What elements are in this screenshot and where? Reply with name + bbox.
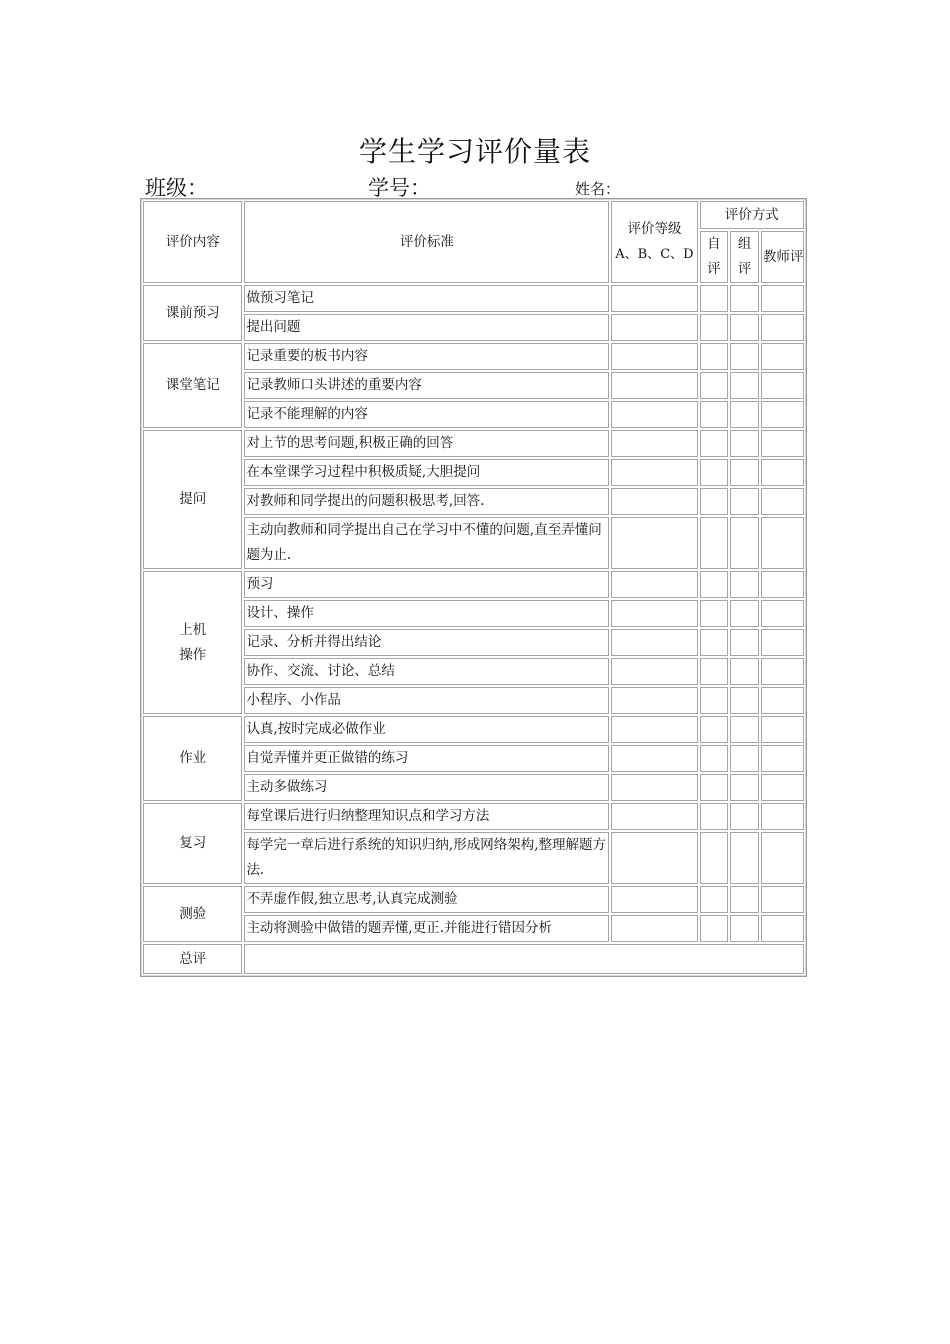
group-eval-cell[interactable] [730, 430, 759, 457]
group-eval-cell[interactable] [730, 459, 759, 486]
section-name: 作业 [143, 716, 242, 801]
group-eval-cell[interactable] [730, 886, 759, 913]
criterion-text: 记录教师口头讲述的重要内容 [244, 372, 609, 399]
self-eval-cell[interactable] [700, 629, 729, 656]
self-eval-cell[interactable] [700, 803, 729, 830]
table-row [143, 430, 804, 457]
teacher-eval-cell[interactable] [761, 658, 804, 685]
grade-cell[interactable] [611, 314, 697, 341]
header-grade-scale: A、B、C、D [615, 247, 694, 262]
header-teacher: 教师评 [761, 231, 804, 283]
table-row [143, 886, 804, 913]
self-eval-cell[interactable] [700, 886, 729, 913]
grade-cell[interactable] [611, 716, 697, 743]
teacher-eval-cell[interactable] [761, 774, 804, 801]
teacher-eval-cell[interactable] [761, 600, 804, 627]
teacher-eval-cell[interactable] [761, 629, 804, 656]
group-eval-cell[interactable] [730, 517, 759, 569]
criterion-text: 提出问题 [244, 314, 609, 341]
self-eval-cell[interactable] [700, 687, 729, 714]
criterion-text: 记录、分析并得出结论 [244, 629, 609, 656]
grade-cell[interactable] [611, 915, 697, 942]
criterion-text: 自觉弄懂并更正做错的练习 [244, 745, 609, 772]
teacher-eval-cell[interactable] [761, 488, 804, 515]
criterion-text: 小程序、小作品 [244, 687, 609, 714]
teacher-eval-cell[interactable] [761, 314, 804, 341]
criterion-text: 认真,按时完成必做作业 [244, 716, 609, 743]
class-label: 班级： [145, 176, 208, 200]
group-eval-cell[interactable] [730, 658, 759, 685]
grade-cell[interactable] [611, 774, 697, 801]
teacher-eval-cell[interactable] [761, 716, 804, 743]
criterion-text: 每堂课后进行归纳整理知识点和学习方法 [244, 803, 609, 830]
teacher-eval-cell[interactable] [761, 401, 804, 428]
teacher-eval-cell[interactable] [761, 915, 804, 942]
header-self: 自评 [700, 231, 729, 283]
summary-row [143, 944, 804, 974]
section-name: 复习 [143, 803, 242, 884]
grade-cell[interactable] [611, 600, 697, 627]
grade-cell[interactable] [611, 343, 697, 370]
header-criteria: 评价标准 [244, 201, 609, 283]
teacher-eval-cell[interactable] [761, 372, 804, 399]
grade-cell[interactable] [611, 658, 697, 685]
self-eval-cell[interactable] [700, 915, 729, 942]
header-content: 评价内容 [143, 201, 242, 283]
group-eval-cell[interactable] [730, 571, 759, 598]
section-name [143, 571, 242, 714]
criterion-text: 设计、操作 [244, 600, 609, 627]
criterion-text: 主动多做练习 [244, 774, 609, 801]
criterion-text: 在本堂课学习过程中积极质疑,大胆提问 [244, 459, 609, 486]
self-eval-cell[interactable] [700, 314, 729, 341]
table-row [143, 803, 804, 830]
page-title: 学生学习评价量表 [358, 135, 591, 168]
self-eval-cell[interactable] [700, 372, 729, 399]
teacher-eval-cell[interactable] [761, 285, 804, 312]
name-label: 姓名： [575, 180, 621, 198]
grade-cell[interactable] [611, 629, 697, 656]
group-eval-cell[interactable] [730, 343, 759, 370]
group-eval-cell[interactable] [730, 600, 759, 627]
section-name: 提问 [143, 430, 242, 569]
self-eval-cell[interactable] [700, 488, 729, 515]
criterion-text: 对教师和同学提出的问题积极思考,回答. [244, 488, 609, 515]
group-eval-cell[interactable] [730, 401, 759, 428]
group-eval-cell[interactable] [730, 716, 759, 743]
self-eval-cell[interactable] [700, 401, 729, 428]
group-eval-cell[interactable] [730, 915, 759, 942]
criterion-text: 主动向教师和同学提出自己在学习中不懂的问题,直至弄懂问题为止. [244, 517, 609, 569]
group-eval-cell[interactable] [730, 372, 759, 399]
criterion-text: 记录不能理解的内容 [244, 401, 609, 428]
teacher-eval-cell[interactable] [761, 571, 804, 598]
teacher-eval-cell[interactable] [761, 803, 804, 830]
teacher-eval-cell[interactable] [761, 517, 804, 569]
table-row [143, 571, 804, 598]
self-eval-cell[interactable] [700, 571, 729, 598]
criterion-text: 做预习笔记 [244, 285, 609, 312]
teacher-eval-cell[interactable] [761, 343, 804, 370]
self-eval-cell[interactable] [700, 832, 729, 884]
table-row [143, 343, 804, 370]
section-name-line: 操作 [179, 646, 207, 663]
teacher-eval-cell[interactable] [761, 832, 804, 884]
group-eval-cell[interactable] [730, 774, 759, 801]
criterion-text: 不弄虚作假,独立思考,认真完成测验 [244, 886, 609, 913]
criterion-text: 协作、交流、讨论、总结 [244, 658, 609, 685]
summary-label: 总评 [143, 944, 242, 974]
grade-cell[interactable] [611, 285, 697, 312]
grade-cell[interactable] [611, 459, 697, 486]
grade-cell[interactable] [611, 745, 697, 772]
teacher-eval-cell[interactable] [761, 745, 804, 772]
grade-cell[interactable] [611, 886, 697, 913]
group-eval-cell[interactable] [730, 803, 759, 830]
evaluation-table [140, 198, 807, 977]
grade-cell[interactable] [611, 832, 697, 884]
section-name: 课前预习 [143, 285, 242, 341]
grade-cell[interactable] [611, 687, 697, 714]
grade-cell[interactable] [611, 517, 697, 569]
group-eval-cell[interactable] [730, 629, 759, 656]
group-eval-cell[interactable] [730, 832, 759, 884]
teacher-eval-cell[interactable] [761, 687, 804, 714]
table-row [143, 285, 804, 312]
header-grade [611, 201, 697, 283]
self-eval-cell[interactable] [700, 745, 729, 772]
criterion-text: 记录重要的板书内容 [244, 343, 609, 370]
grade-cell[interactable] [611, 401, 697, 428]
self-eval-cell[interactable] [700, 285, 729, 312]
summary-cell[interactable] [244, 944, 804, 974]
teacher-eval-cell[interactable] [761, 886, 804, 913]
self-eval-cell[interactable] [700, 658, 729, 685]
section-name-line: 上机 [179, 621, 207, 638]
grade-cell[interactable] [611, 571, 697, 598]
criterion-text: 主动将测验中做错的题弄懂,更正.并能进行错因分析 [244, 915, 609, 942]
criterion-text: 对上节的思考问题,积极正确的回答 [244, 430, 609, 457]
self-eval-cell[interactable] [700, 430, 729, 457]
self-eval-cell[interactable] [700, 459, 729, 486]
section-name: 测验 [143, 886, 242, 942]
group-eval-cell[interactable] [730, 488, 759, 515]
self-eval-cell[interactable] [700, 774, 729, 801]
table-row [143, 716, 804, 743]
grade-cell[interactable] [611, 488, 697, 515]
grade-cell[interactable] [611, 803, 697, 830]
student-number-label: 学号： [368, 176, 431, 200]
teacher-eval-cell[interactable] [761, 459, 804, 486]
self-eval-cell[interactable] [700, 716, 729, 743]
header-grade-label: 评价等级 [627, 221, 682, 237]
self-eval-cell[interactable] [700, 343, 729, 370]
grade-cell[interactable] [611, 430, 697, 457]
criterion-text: 预习 [244, 571, 609, 598]
grade-cell[interactable] [611, 372, 697, 399]
group-eval-cell[interactable] [730, 687, 759, 714]
section-name: 课堂笔记 [143, 343, 242, 428]
group-eval-cell[interactable] [730, 285, 759, 312]
group-eval-cell[interactable] [730, 314, 759, 341]
header-method: 评价方式 [700, 201, 804, 229]
self-eval-cell[interactable] [700, 517, 729, 569]
header-row-1 [143, 201, 804, 229]
teacher-eval-cell[interactable] [761, 430, 804, 457]
criterion-text: 每学完一章后进行系统的知识归纳,形成网络架构,整理解题方法. [244, 832, 609, 884]
group-eval-cell[interactable] [730, 745, 759, 772]
self-eval-cell[interactable] [700, 600, 729, 627]
header-group: 组评 [730, 231, 759, 283]
